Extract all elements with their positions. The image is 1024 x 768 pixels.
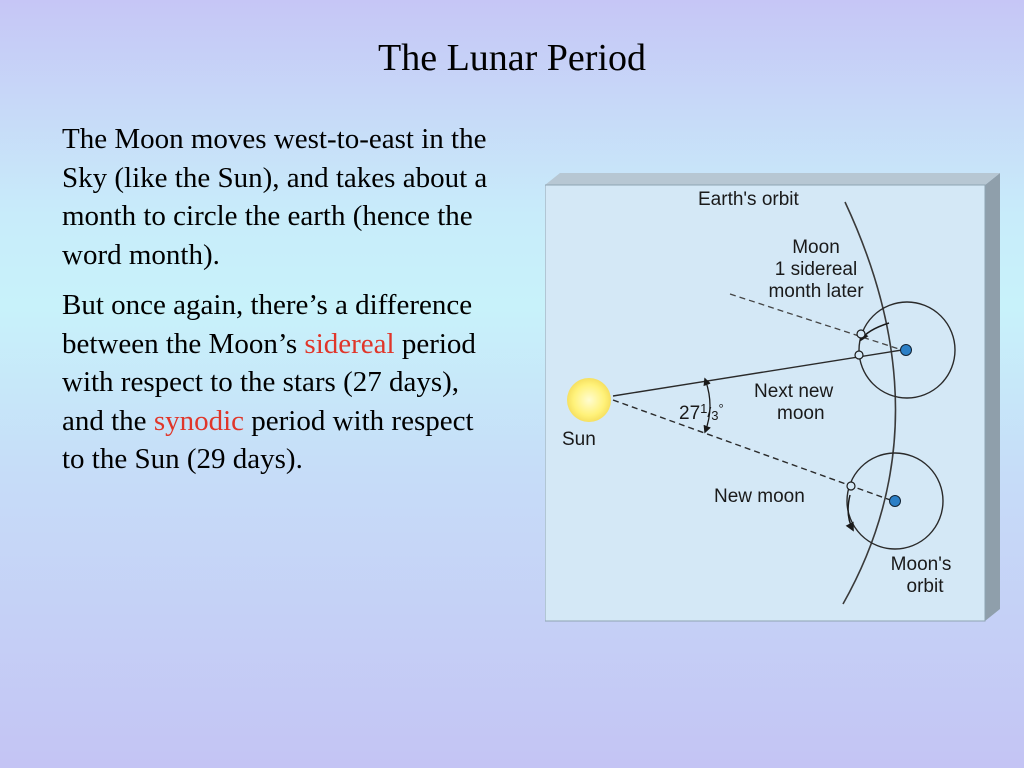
periods-text-start: But once again, there’s a difference between the Moon’s xyxy=(62,289,473,360)
periods-text-middle: period with respect to the stars (27 days), and the xyxy=(62,327,476,437)
label-moons-orbit-2: orbit xyxy=(906,576,944,597)
paragraph-moon-motion: The Moon moves west-to-east in the Sky (like the Sun), and takes about a month to circle the earth (hence the word month). xyxy=(62,123,488,271)
label-moon-later-3: month later xyxy=(768,281,864,302)
moon-icon-new xyxy=(847,482,855,490)
label-angle-unit: ° xyxy=(718,401,724,416)
periods-text-end: period with respect to the Sun (29 days). xyxy=(62,404,474,475)
panel-top xyxy=(545,173,1000,185)
sun-icon xyxy=(567,378,611,422)
label-next-new-2: moon xyxy=(777,403,825,424)
label-earths-orbit: Earth's orbit xyxy=(698,189,799,210)
label-moons-orbit-1: Moon's xyxy=(890,554,952,575)
moon-icon-next xyxy=(855,351,863,359)
term-sidereal: sidereal xyxy=(304,327,395,360)
label-sun: Sun xyxy=(562,429,596,450)
slide-title: The Lunar Period xyxy=(377,37,647,79)
lunar-period-diagram xyxy=(545,170,1001,622)
earth-icon-lower xyxy=(890,496,901,507)
paragraph-periods xyxy=(62,286,502,479)
earth-icon-upper xyxy=(901,345,912,356)
label-new-moon: New moon xyxy=(714,486,805,507)
panel-side xyxy=(985,173,1000,621)
label-angle-whole: 27 xyxy=(679,403,701,424)
label-angle-denominator: 3 xyxy=(711,408,719,423)
label-angle: $27^1_/3^\circ$ xyxy=(679,401,724,424)
term-synodic: synodic xyxy=(153,404,245,437)
label-moon-later-1: Moon xyxy=(792,237,840,258)
moon-icon-later xyxy=(857,330,865,338)
label-next-new-1: Next new xyxy=(754,381,834,402)
body-text xyxy=(62,120,502,491)
label-angle-numerator: 1 xyxy=(700,401,708,416)
label-moon-later-2: 1 sidereal xyxy=(774,259,858,280)
diagram-svg xyxy=(545,170,1001,622)
